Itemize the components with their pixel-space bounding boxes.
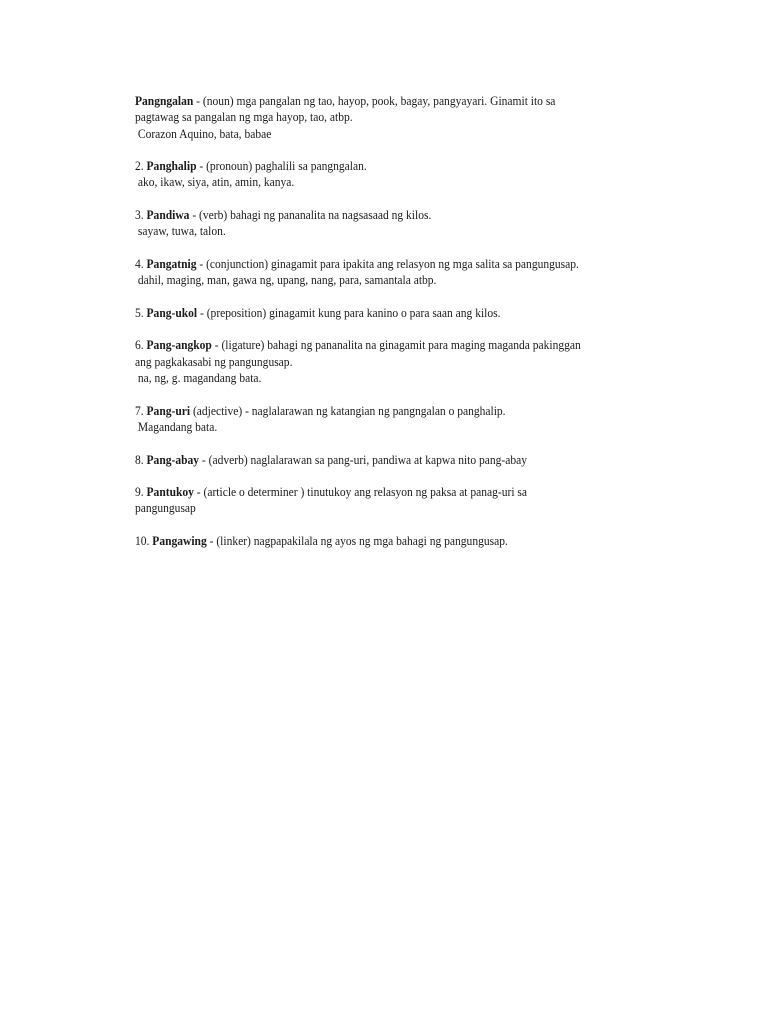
entry-number: 7. — [135, 403, 147, 418]
entry-term: Pang-ukol — [146, 305, 198, 320]
entry-pang-angkop — [135, 337, 642, 386]
entry-pantukoy — [135, 484, 642, 517]
entry-definition: - (pronoun) paghalili sa pangngalan. — [196, 159, 367, 174]
entry-heading — [135, 533, 642, 549]
entry-example: Magandang bata. — [135, 419, 218, 434]
entry-number: 10. — [135, 534, 153, 549]
entry-term: Pantukoy — [146, 485, 194, 500]
entry-heading — [135, 484, 642, 500]
entry-definition: - (verb) bahagi ng pananalita na nagsasaad ng kilos. — [189, 208, 432, 223]
entry-panghalip — [135, 158, 642, 191]
entry-pandiwa — [135, 207, 642, 240]
entry-definition: - (ligature) bahagi ng pananalita na ginagamit para maging maganda pakinggan — [211, 338, 581, 353]
entry-heading — [135, 305, 642, 321]
entry-example: sayaw, tuwa, talon. — [135, 224, 226, 239]
entry-pang-ukol — [135, 305, 642, 321]
entry-definition: - (adverb) naglalarawan sa pang-uri, pandiwa at kapwa nito pang-abay — [199, 452, 527, 467]
entry-heading — [135, 403, 642, 419]
entry-definition-continued: ang pagkakasabi ng pangungusap. — [135, 354, 293, 369]
entry-definition: - (linker) nagpapakilala ng ayos ng mga bahagi ng pangungusap. — [206, 534, 508, 549]
entry-heading — [135, 256, 642, 272]
entry-definition: - (noun) mga pangalan ng tao, hayop, pook, bagay, pangyayari. Ginamit ito sa — [193, 94, 556, 108]
entry-number: 6. — [135, 338, 147, 353]
entry-pang-uri — [135, 403, 642, 436]
entry-example: na, ng, g. magandang bata. — [135, 371, 262, 386]
entry-number: 5. — [135, 305, 147, 320]
entry-example: dahil, maging, man, gawa ng, upang, nang, para, samantala atbp. — [135, 273, 437, 288]
parts-of-speech-list — [135, 93, 642, 566]
entry-number: 8. — [135, 452, 147, 467]
entry-term: Pang-angkop — [146, 338, 212, 353]
entry-pangawing — [135, 533, 642, 549]
entry-term: Pang-uri — [146, 403, 191, 418]
entry-definition-continued: pangungusap — [135, 501, 196, 516]
entry-definition-continued: pagtawag sa pangalan ng mga hayop, tao, atbp. — [135, 110, 353, 125]
entry-example: Corazon Aquino, bata, babae — [135, 126, 272, 141]
entry-definition: - (preposition) ginagamit kung para kanino o para saan ang kilos. — [197, 305, 501, 320]
entry-example: ako, ikaw, siya, atin, amin, kanya. — [135, 175, 295, 190]
entry-term: Panghalip — [146, 159, 197, 174]
entry-term: Pandiwa — [146, 208, 190, 223]
entry-pangngalan — [135, 93, 642, 142]
entry-term: Pangatnig — [146, 256, 197, 271]
entry-heading — [135, 158, 642, 174]
entry-heading — [135, 452, 642, 468]
entry-term: Pangawing — [152, 534, 207, 549]
entry-heading — [135, 207, 642, 223]
entry-term: Pang-abay — [146, 452, 200, 467]
entry-pangatnig — [135, 256, 642, 289]
entry-number: 2. — [135, 159, 147, 174]
entry-number: 4. — [135, 256, 147, 271]
entry-definition: - (conjunction) ginagamit para ipakita ang relasyon ng mga salita sa pangungusap. — [196, 256, 579, 271]
entry-definition: (adjective) - naglalarawan ng katangian ng pangngalan o panghalip. — [190, 403, 506, 418]
entry-pang-abay — [135, 452, 642, 468]
entry-number: 3. — [135, 208, 147, 223]
entry-heading — [135, 93, 642, 109]
entry-heading — [135, 337, 642, 353]
entry-number: 9. — [135, 485, 147, 500]
entry-definition: - (article o determiner ) tinutukoy ang relasyon ng paksa at panag-uri sa — [193, 485, 528, 500]
entry-term: Pangngalan — [135, 94, 194, 108]
